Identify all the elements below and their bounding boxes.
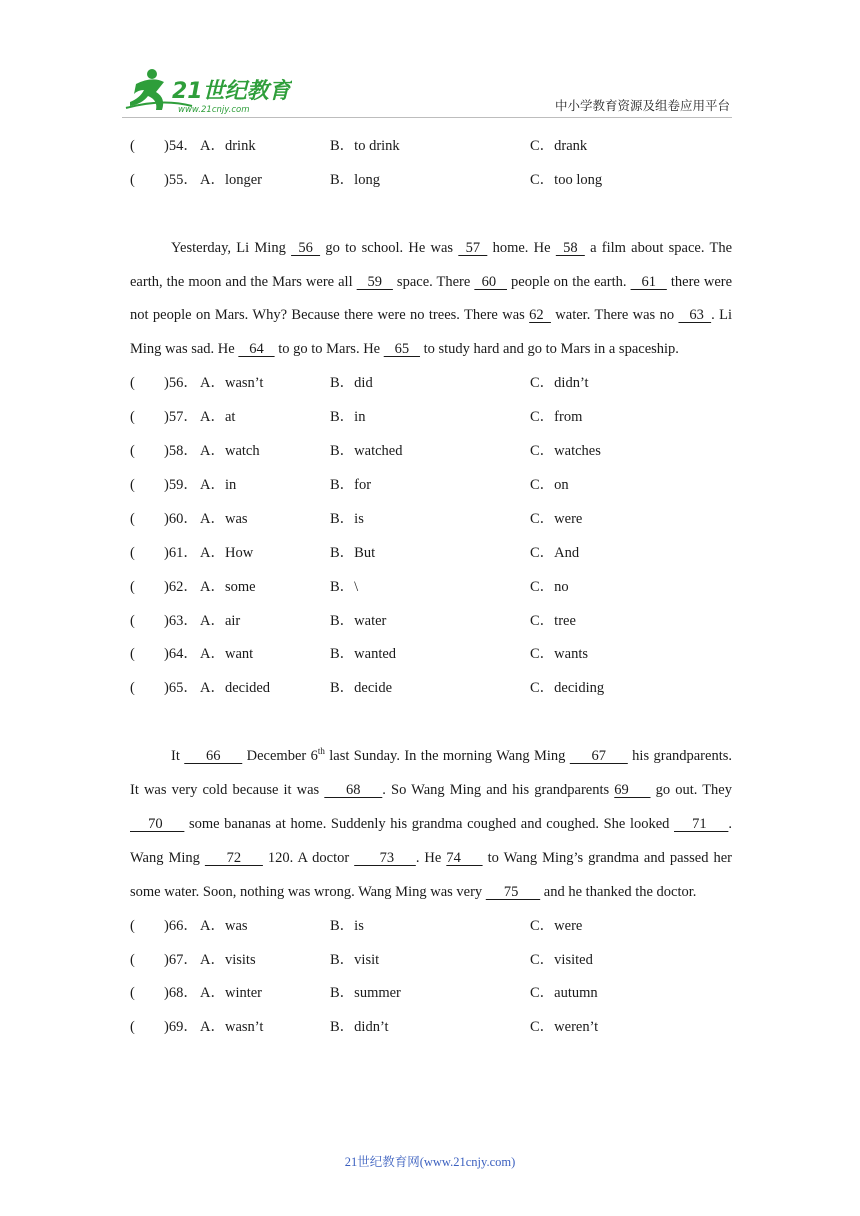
option-c: C．from [530, 409, 583, 426]
question-row [130, 401, 732, 435]
answer-bracket: ( [130, 375, 135, 392]
answer-blank: 65 [383, 341, 420, 358]
passage-text: . Li Ming was sad. He [130, 307, 733, 358]
question-number: )65． [164, 680, 198, 697]
answer-blank: 75 [485, 883, 541, 900]
passage-text: a film about space. The earth, the moon and the Mars were all [130, 239, 733, 290]
page-footer: 21世纪教育网(www.21cnjy.com) [344, 1155, 516, 1169]
answer-blank: 63 [678, 307, 712, 324]
passage-text: to go to Mars. He [274, 341, 384, 358]
option-a: A．want [200, 646, 254, 663]
answer-blank: 64 [238, 341, 275, 358]
answer-blank: 67 [569, 748, 628, 765]
passage-text: some bananas at home. Suddenly his grandma coughed and coughed. She looked [184, 815, 674, 832]
answer-bracket: ( [130, 171, 135, 188]
option-c: C．no [530, 578, 569, 595]
question-number: )60． [164, 510, 198, 527]
option-c: C．watches [530, 443, 601, 460]
option-b: B．long [330, 171, 380, 188]
option-a: A．some [200, 578, 256, 595]
answer-blank: 68 [324, 782, 383, 798]
question-number: )55． [164, 171, 198, 188]
question-row [130, 503, 732, 537]
question-number: )66． [164, 917, 198, 934]
option-c: C．drank [530, 138, 588, 154]
passage-text: December 6 [242, 748, 318, 765]
question-row [130, 944, 732, 978]
question-row [130, 367, 732, 401]
option-a: A．watch [200, 443, 260, 460]
option-b: B．summer [330, 985, 401, 1002]
section-gap [130, 198, 732, 232]
question-number: )64． [164, 646, 198, 663]
option-b: B．water [330, 612, 387, 629]
answer-bracket: ( [130, 646, 135, 663]
answer-blank: 59 [356, 273, 393, 290]
answer-bracket: ( [130, 612, 135, 629]
question-number: )67． [164, 951, 198, 968]
passage-text: to Wang Ming’s grandma and passed her some water. Soon, nothing was wrong. Wang Ming was very [130, 849, 732, 900]
question-row [130, 435, 732, 469]
answer-blank: 72 [204, 849, 263, 866]
question-content [130, 130, 732, 1045]
option-b: B．for [330, 476, 372, 493]
option-b: B．in [330, 409, 366, 426]
option-c: C．And [530, 544, 580, 561]
answer-bracket: ( [130, 680, 135, 697]
option-a: A．air [200, 612, 241, 629]
answer-blank: 73 [354, 849, 416, 866]
passage-text: people on the earth. [506, 273, 631, 290]
answer-bracket: ( [130, 510, 135, 527]
option-c: C．were [530, 917, 583, 934]
logo-url: www.21cnjy.com [178, 105, 250, 115]
passage-text: go out. They [650, 782, 732, 798]
question-number: )58． [164, 443, 198, 460]
option-c: C．visited [530, 951, 593, 968]
option-a: A．winter [200, 985, 263, 1002]
option-b: B．\ [330, 578, 359, 595]
answer-blank: 56 [291, 239, 321, 256]
answer-blank: 58 [555, 239, 585, 256]
question-number: )54． [164, 138, 198, 154]
passage-text: there were not people on Mars. Why? Because there were no trees. There was [130, 273, 733, 324]
answer-bracket: ( [130, 578, 135, 595]
answer-blank: 70 [130, 815, 185, 832]
passage-text: home. He [487, 239, 556, 256]
answer-blank: 71 [674, 815, 729, 832]
passage-text: last Sunday. In the morning Wang Ming [324, 748, 570, 765]
option-c: C．too long [530, 171, 603, 188]
section-gap [130, 706, 732, 740]
option-a: A．wasn’t [200, 1019, 264, 1036]
answer-bracket: ( [130, 985, 135, 1002]
question-number: )61． [164, 544, 198, 561]
option-a: A．was [200, 510, 248, 527]
question-row [130, 130, 732, 164]
cloze-passage [130, 232, 732, 368]
option-b: B．decide [330, 680, 393, 697]
option-b: B．But [330, 544, 376, 561]
answer-blank: 60 [474, 273, 507, 290]
option-a: A．decided [200, 680, 271, 697]
passage-text: and he thanked the doctor. [540, 883, 697, 900]
option-c: C．were [530, 510, 583, 527]
passage-text: to study hard and go to Mars in a spaceship. [419, 341, 679, 358]
question-row [130, 537, 732, 571]
question-row [130, 605, 732, 639]
answer-bracket: ( [130, 409, 135, 426]
question-row [130, 910, 732, 944]
question-number: )69． [164, 1019, 198, 1036]
option-b: B．didn’t [330, 1019, 389, 1036]
option-b: B．visit [330, 951, 380, 968]
option-b: B．is [330, 917, 364, 934]
answer-bracket: ( [130, 544, 135, 561]
option-c: C．weren’t [530, 1019, 599, 1036]
answer-blank: 66 [184, 748, 243, 765]
option-a: A．wasn’t [200, 375, 264, 392]
answer-bracket: ( [130, 951, 135, 968]
question-number: )62． [164, 578, 198, 595]
logo-text: 21世纪教育 [172, 79, 291, 104]
passage-text: his grandparents. It was very cold because it was [130, 748, 732, 798]
option-a: A．was [200, 917, 248, 934]
question-row [130, 977, 732, 1011]
answer-blank: 74 [446, 849, 483, 866]
option-b: B．to drink [330, 138, 400, 154]
option-c: C．tree [530, 612, 576, 629]
option-b: B．wanted [330, 646, 397, 663]
question-row [130, 1011, 732, 1045]
question-row [130, 164, 732, 198]
option-b: B．watched [330, 443, 403, 460]
question-number: )56． [164, 375, 198, 392]
passage-text: space. There [392, 273, 475, 290]
answer-bracket: ( [130, 917, 135, 934]
superscript: th [317, 746, 325, 757]
option-c: C．deciding [530, 680, 605, 697]
passage-text: It [171, 748, 185, 765]
platform-title: 中小学教育资源及组卷应用平台 [554, 98, 730, 113]
question-row [130, 638, 732, 672]
option-b: B．did [330, 375, 373, 392]
passage-text: 120. A doctor [262, 849, 355, 866]
option-a: A．visits [200, 951, 256, 968]
question-number: )59． [164, 476, 198, 493]
question-row [130, 469, 732, 503]
answer-bracket: ( [130, 443, 135, 460]
page-header [0, 0, 860, 125]
passage-text: . Wang Ming [130, 815, 732, 866]
option-a: A．longer [200, 171, 263, 188]
question-row [130, 571, 732, 605]
option-a: A．How [200, 544, 254, 561]
question-number: )68． [164, 985, 198, 1002]
answer-blank: 57 [458, 239, 488, 256]
option-a: A．drink [200, 138, 256, 154]
passage-text: . So Wang Ming and his grandparents [382, 782, 615, 798]
option-a: A．in [200, 476, 237, 493]
logo-21cnjy [122, 64, 292, 118]
answer-bracket: ( [130, 138, 135, 154]
question-row [130, 672, 732, 706]
option-a: A．at [200, 409, 236, 426]
passage-text: Yesterday, Li Ming [171, 239, 292, 256]
passage-text: go to school. He was [320, 239, 459, 256]
answer-bracket: ( [130, 476, 135, 493]
passage-text: . He [415, 849, 447, 866]
passage-text: water. There was no [550, 307, 679, 324]
option-c: C．wants [530, 646, 588, 663]
option-c: C．on [530, 476, 569, 493]
option-b: B．is [330, 510, 364, 527]
answer-blank: 61 [630, 273, 667, 290]
question-number: )63． [164, 612, 198, 629]
question-number: )57． [164, 409, 198, 426]
option-c: C．autumn [530, 985, 598, 1002]
answer-bracket: ( [130, 1019, 135, 1036]
answer-blank: 69 [614, 782, 651, 798]
answer-blank: 62 [529, 307, 551, 324]
cloze-passage [130, 740, 732, 910]
option-c: C．didn’t [530, 375, 589, 392]
header-divider [122, 117, 732, 118]
